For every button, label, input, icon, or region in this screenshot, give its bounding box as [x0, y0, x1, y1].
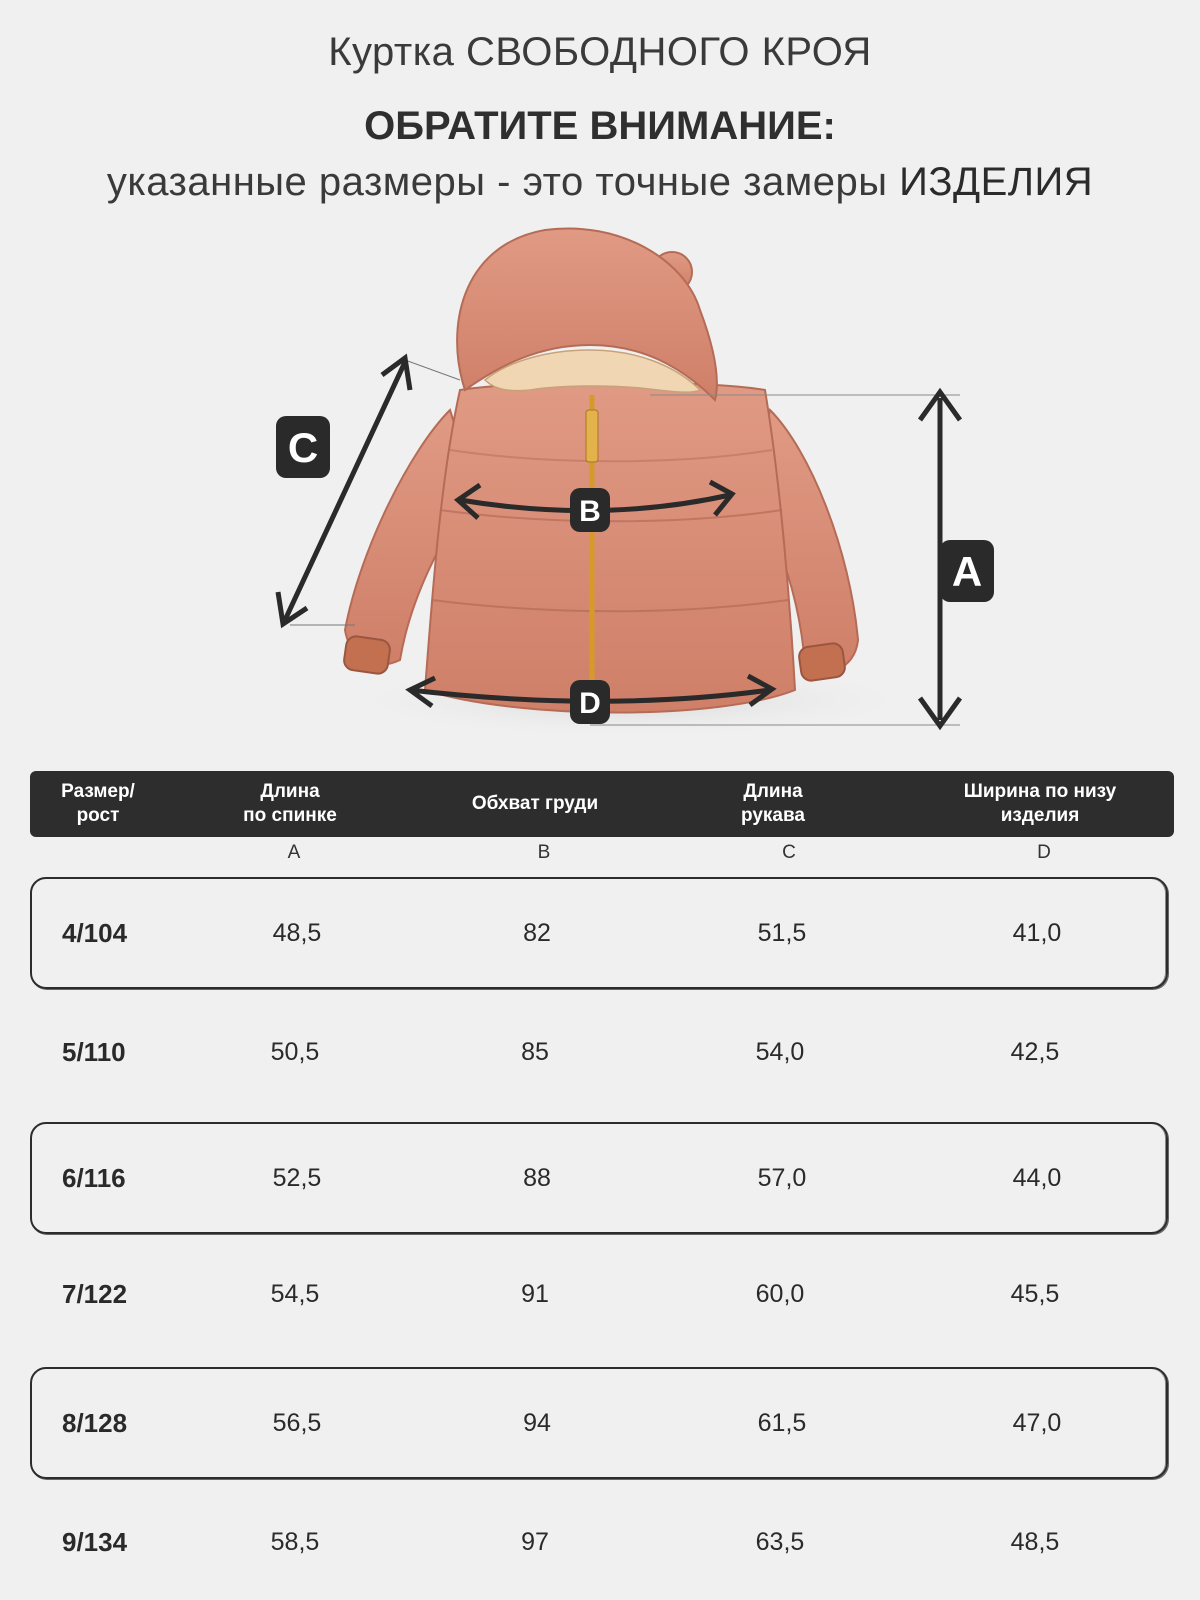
letter-a: A — [287, 842, 301, 863]
letter-d: D — [1037, 842, 1051, 863]
cell-sleeve-length: 60,0 — [755, 1279, 805, 1308]
label-b: B — [579, 495, 601, 528]
jacket-measurement-diagram — [260, 220, 1000, 760]
cell-sleeve-length: 54,0 — [755, 1037, 805, 1066]
cell-chest: 97 — [521, 1527, 549, 1556]
table-row — [30, 1122, 1168, 1234]
cell-hem-width: 41,0 — [1012, 918, 1062, 947]
label-d-badge — [570, 680, 610, 724]
label-a-badge — [940, 540, 994, 602]
cell-size: 4/104 — [62, 917, 128, 948]
cell-back-length: 56,5 — [272, 1408, 322, 1437]
heading-product — [0, 30, 1200, 75]
cell-chest: 85 — [521, 1037, 549, 1066]
cell-chest: 91 — [521, 1279, 549, 1308]
heading-product-fit: СВОБОДНОГО КРОЯ — [465, 30, 872, 74]
cell-back-length: 58,5 — [270, 1527, 320, 1556]
cell-size: 9/134 — [62, 1526, 128, 1557]
cell-hem-width: 47,0 — [1012, 1408, 1062, 1437]
cell-chest: 82 — [523, 918, 551, 947]
cell-back-length: 48,5 — [272, 918, 322, 947]
header-chest: Обхват груди — [471, 793, 599, 814]
heading-note-text: указанные размеры - это точные замеры — [106, 160, 900, 204]
label-c-badge — [276, 416, 330, 478]
letter-b: B — [537, 842, 551, 863]
table-row — [30, 877, 1168, 989]
cell-back-length: 50,5 — [270, 1037, 320, 1066]
jacket-illustration — [343, 228, 858, 712]
heading-attention: ОБРАТИТЕ ВНИМАНИЕ: — [364, 104, 836, 148]
cell-hem-width: 45,5 — [1010, 1279, 1060, 1308]
cell-sleeve-length: 63,5 — [755, 1527, 805, 1556]
table-header — [30, 771, 1174, 837]
header-back-length: Длина по спинке — [243, 781, 337, 826]
cell-sleeve-length: 51,5 — [757, 918, 807, 947]
label-a: A — [951, 548, 983, 595]
cell-size: 5/110 — [62, 1036, 126, 1067]
header-hem-width: Ширина по низу изделия — [963, 781, 1117, 826]
label-c: C — [287, 424, 319, 471]
cell-size: 8/128 — [62, 1407, 128, 1438]
cell-chest: 94 — [523, 1408, 551, 1437]
cell-sleeve-length: 61,5 — [757, 1408, 807, 1437]
cell-back-length: 52,5 — [272, 1163, 322, 1192]
cell-hem-width: 44,0 — [1012, 1163, 1062, 1192]
table-row — [30, 1240, 1164, 1348]
cell-size: 6/116 — [62, 1162, 126, 1193]
label-d: D — [579, 687, 601, 720]
table-row — [30, 1488, 1164, 1596]
cell-back-length: 54,5 — [270, 1279, 320, 1308]
cell-size: 7/122 — [62, 1278, 128, 1309]
table-row — [30, 1367, 1168, 1479]
cell-hem-width: 42,5 — [1010, 1037, 1060, 1066]
header-sleeve-length: Длина рукава — [741, 781, 805, 826]
header-size: Размер/ рост — [61, 781, 135, 826]
heading-note-emphasis: ИЗДЕЛИЯ — [899, 160, 1094, 204]
label-b-badge — [570, 488, 610, 532]
letter-c: C — [782, 842, 796, 863]
heading-product-type: Куртка — [328, 30, 466, 74]
table-row — [30, 998, 1164, 1106]
cell-hem-width: 48,5 — [1010, 1527, 1060, 1556]
cell-chest: 88 — [523, 1163, 551, 1192]
heading-note — [0, 160, 1200, 205]
cell-sleeve-length: 57,0 — [757, 1163, 807, 1192]
